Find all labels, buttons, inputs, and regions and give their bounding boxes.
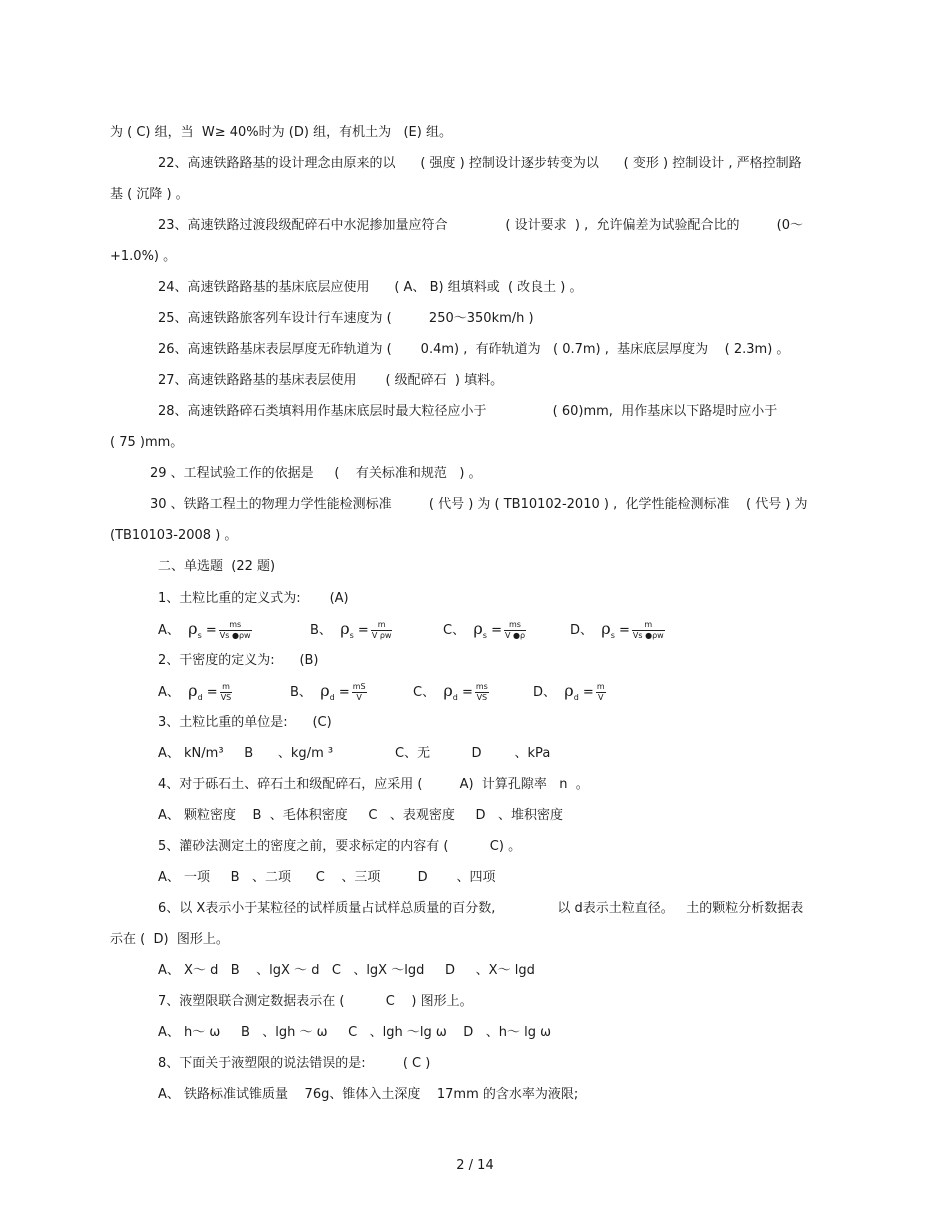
page-number: 2 / 14 (456, 1158, 494, 1173)
question-line: 3、土粒比重的单位是: (C) (158, 715, 332, 730)
q2-option-c: C、 $\rho_d$ = $\frac{ms}{VS}$ (413, 681, 488, 702)
section-heading: 二、单选题 (22 题) (158, 559, 276, 574)
text-line: 25、高速铁路旅客列车设计行车速度为 ( 250～350km/h ) (158, 311, 534, 326)
text-line: 30 、铁路工程土的物理力学性能检测标准 ( 代号 ) 为 ( TB10102-2010 ) , 化学性能检测标准 ( 代号 ) 为 (150, 497, 808, 512)
text-line: (TB10103-2008 ) 。 (110, 528, 238, 543)
question-line: 7、液塑限联合测定数据表示在 ( C ) 图形上。 (158, 994, 473, 1009)
q1-option-d: D、 $\rho_s$ = $\frac{m}{Vs ●\rho w}$ (570, 619, 664, 640)
question-line: 5、灌砂法测定土的密度之前，要求标定的内容有 ( C) 。 (158, 839, 522, 854)
options-line: A、 h～ ω B 、lgh ～ ω C 、lgh ～lg ω D 、h～ lg ω (158, 1025, 551, 1040)
text-line: +1.0%) 。 (110, 249, 177, 264)
q1-option-b: B、 $\rho_s$ = $\frac{m}{\text{V ρw}}$ (310, 619, 392, 640)
q2-option-a: A、 $\rho_d$ = $\frac{m}{VS}$ (158, 681, 232, 702)
q2-option-d: D、 $\rho_d$ = $\frac{m}{V}$ (533, 681, 605, 702)
text-line: 为 ( C) 组，当 W≥ 40%时为 (D) 组，有机土为 (E) 组。 (110, 125, 452, 140)
q1-option-c: C、 $\rho_s$ = $\frac{ms}{V ●\rho}$ (443, 619, 526, 640)
options-line: A、 一项 B 、二项 C 、三项 D 、四项 (158, 870, 496, 885)
text-line: 示在 ( D) 图形上。 (110, 932, 229, 947)
text-line: 24、高速铁路路基的基床底层应使用 ( A、 B) 组填料或 ( 改良土 ) 。 (158, 280, 583, 295)
options-line: A、 铁路标准试锥质量 76g、锥体入土深度 17mm 的含水率为液限; (158, 1087, 579, 1102)
text-line: 26、高速铁路基床表层厚度无砟轨道为 ( 0.4m) , 有砟轨道为 ( 0.7m) , 基床底层厚度为 ( 2.3m) 。 (158, 342, 790, 357)
question-line: 8、下面关于液塑限的说法错误的是: ( C ) (158, 1056, 431, 1071)
text-line: ( 75 )mm。 (110, 435, 184, 450)
q1-option-a: A、 $\rho_s$ = $\frac{ms}{Vs ●\rho w}$ (158, 619, 251, 640)
text-line: 29 、工程试验工作的依据是 ( 有关标准和规范 ) 。 (150, 466, 482, 481)
text-line: 28、高速铁路碎石类填料用作基床底层时最大粒径应小于 ( 60)mm, 用作基床以下路堤时应小于 (158, 404, 778, 419)
question-line: 1、土粒比重的定义式为: (A) (158, 591, 349, 606)
q2-option-b: B、 $\rho_d$ = $\frac{mS}{V}$ (290, 681, 366, 702)
text-line: 22、高速铁路路基的设计理念由原来的以 ( 强度 ) 控制设计逐步转变为以 ( 变形 ) 控制设计 , 严格控制路 (158, 156, 802, 171)
question-line: 6、以 X表示小于某粒径的试样质量占试样总质量的百分数, 以 d表示土粒直径。 土的颗粒分析数据表 (158, 901, 804, 916)
options-line: A、 kN/m³ B 、kg/m ³ C、无 D 、kPa (158, 746, 551, 761)
question-line: 4、对于砾石土、碎石土和级配碎石，应采用 ( A) 计算孔隙率 n 。 (158, 777, 589, 792)
text-line: 27、高速铁路路基的基床表层使用 ( 级配碎石 ) 填料。 (158, 373, 504, 388)
text-line: 基 ( 沉降 ) 。 (110, 187, 189, 202)
question-line: 2、干密度的定义为: (B) (158, 653, 319, 668)
options-line: A、 颗粒密度 B 、毛体积密度 C 、表观密度 D 、堆积密度 (158, 808, 563, 823)
options-line: A、 X～ d B 、lgX ～ d C 、lgX ～lgd D 、X～ lgd (158, 963, 535, 978)
text-line: 23、高速铁路过渡段级配碎石中水泥掺加量应符合 ( 设计要求 ) , 允许偏差为试验配合比的 (0～ (158, 218, 803, 233)
